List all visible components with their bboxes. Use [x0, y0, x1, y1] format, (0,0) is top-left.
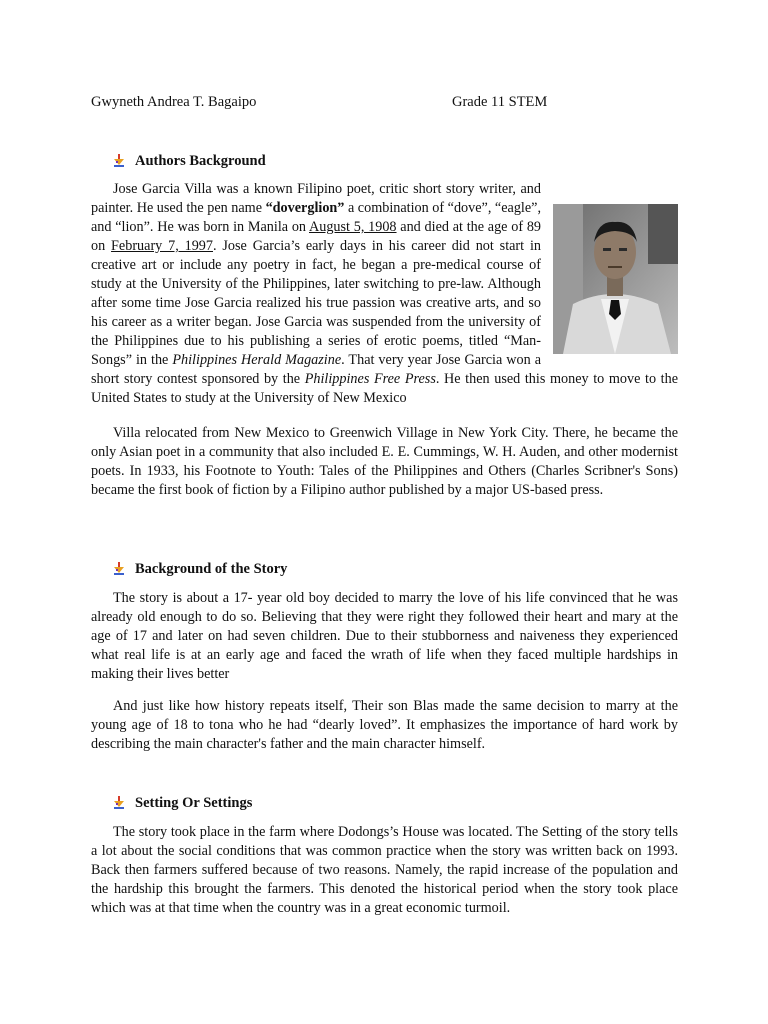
- section-heading-setting: [113, 793, 252, 813]
- paragraph-villa-relocation: Villa relocated from New Mexico to Greenwich Village in New York City. There, he became the only Asian poet in a community that also included E. E. Cummings, W. H. Auden, and other modernist poets. In 1933, his Footnote to Youth: Tales of the Philippines and Others (Charles Scribner's Sons) became the first book of fiction by a Filipino author published by a major US-based press.: [91, 425, 678, 498]
- press-title: Philippines Free Press: [304, 371, 436, 387]
- paragraph-author-bio: [91, 180, 678, 408]
- section-title: Background of the Story: [135, 560, 288, 577]
- pen-name: “doverglion”: [265, 200, 345, 216]
- bullet-arrow-icon: [113, 562, 125, 576]
- bio-text-3: and died at the age of 89 on: [91, 219, 542, 254]
- bio-text-5: . That very year Jose Garcia won a short story contest sponsored by the: [91, 352, 542, 387]
- paragraph-story-summary: The story is about a 17- year old boy decided to marry the love of his life convinced that he was already old enough to do so. Believing that they were right they followed their heart and mary at the age of 17 and later on had seven children. Due to their stubborness and naiveness they experienced what real life is at an early age and faced the wrath of life when they faced multiple hardships in making their lives better: [91, 590, 678, 682]
- paragraph-history-repeats: And just like how history repeats itself, Their son Blas made the same decision to marry at the young age of 18 to tona who he had “dearly loved”. It emphasizes the importance of hard work by describing the main character's father and the main character himself.: [91, 698, 678, 752]
- document-header: [91, 94, 677, 114]
- section-heading-background-story: [113, 559, 287, 579]
- paragraph-setting: The story took place in the farm where Dodongs’s House was located. The Setting of the story tells a lot about the social conditions that was common practice when the story was written back on 1993. Back then farmers suffered because of two reasons. Namely, the rapid increase of the population and the hardship this brought the farmers. This denoted the historical period when the story took place which was at that time when the country was in a great economic turmoil.: [91, 824, 678, 916]
- bullet-arrow-icon: [113, 796, 125, 810]
- magazine-title: Philippines Herald Magazine: [172, 352, 342, 368]
- birth-date: August 5, 1908: [309, 219, 397, 235]
- section-title: Setting Or Settings: [135, 794, 253, 811]
- bullet-arrow-icon: [113, 154, 125, 168]
- bio-text-1: Jose Garcia Villa was a known Filipino poet, critic short story writer, and painter. He used the pen name: [91, 181, 541, 216]
- bio-text-2: a combination of “dove”, “eagle”, and “lion”. He was born in Manila on: [91, 200, 542, 235]
- author-portrait-photo: [553, 204, 678, 354]
- death-date: February 7, 1997: [111, 238, 213, 254]
- author-name: Gwyneth Andrea T. Bagaipo: [91, 94, 257, 110]
- grade-level: Grade 11 STEM: [452, 94, 548, 110]
- section-heading-authors-background: [113, 151, 266, 171]
- bio-text-4: . Jose Garcia’s early days in his career did not start in creative art or include any poetry in fact, he began a pre-medical course of study at the University of the Philippines, later switching to pre-law. Although after some time Jose Garcia realized his true passion was creative arts, and so his career as a writer began. Jose Garcia was suspended from the university of the Philippines due to his publishing a series of erotic poems, titled “Man-Songs” in the: [91, 238, 541, 368]
- bio-text-6: . He then used this money to move to the United States to study at the University of New Mexico: [91, 371, 678, 406]
- section-title: Authors Background: [135, 152, 266, 169]
